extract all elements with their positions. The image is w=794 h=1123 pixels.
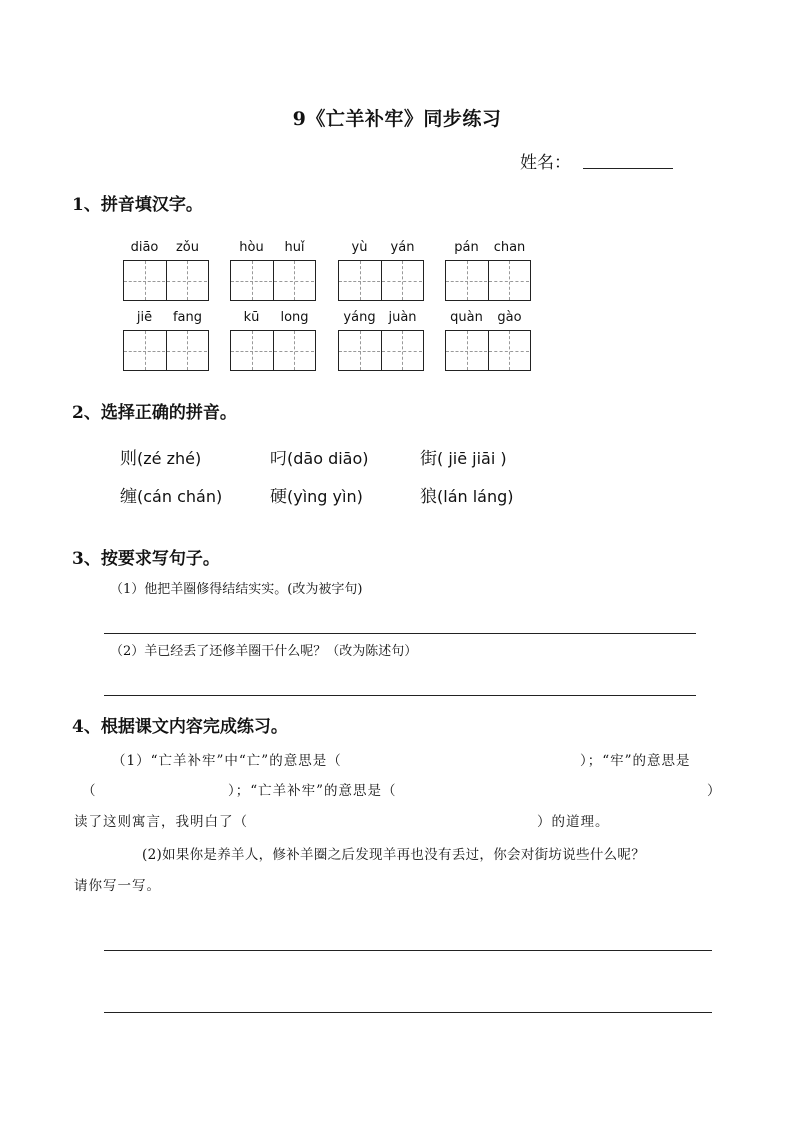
pinyin-label: kū: [243, 310, 260, 325]
answer-line[interactable]: [104, 695, 696, 696]
tianzige-cell[interactable]: [446, 331, 487, 370]
tianzige-box[interactable]: [123, 260, 209, 301]
tianzige-box[interactable]: [230, 330, 316, 371]
fill-text: （: [82, 783, 97, 799]
pinyin-label: juàn: [388, 310, 417, 325]
tianzige-cell[interactable]: [339, 261, 380, 300]
section3-question-2: （2）羊已经丢了还修羊圈干什么呢？（改为陈述句）: [110, 644, 418, 659]
answer-line[interactable]: [104, 1012, 712, 1013]
tianzige-cell[interactable]: [488, 261, 529, 300]
tianzige-cell[interactable]: [273, 261, 314, 300]
choice-item[interactable]: 街( jiē jiāi ): [420, 449, 507, 469]
fill-text: 读了这则寓言，我明白了（: [74, 814, 248, 830]
fill-text: ）；“牢”的意思是: [580, 753, 691, 769]
answer-line[interactable]: [104, 950, 712, 951]
answer-line[interactable]: [104, 633, 696, 634]
section4-question-2-cont: 请你写一写。: [74, 878, 161, 894]
pinyin-label: huǐ: [284, 240, 305, 255]
fill-text: ）的道理。: [537, 814, 610, 830]
section1-heading: 1、拼音填汉字。: [72, 195, 203, 215]
pinyin-label: yù: [351, 240, 368, 255]
choice-item[interactable]: 则(zé zhé): [120, 449, 202, 469]
fill-text: ）；“亡羊补牢”的意思是（: [228, 783, 397, 799]
choice-item[interactable]: 叼(dāo diāo): [270, 449, 369, 469]
pinyin-label: hòu: [239, 240, 264, 255]
tianzige-cell[interactable]: [273, 331, 314, 370]
tianzige-box[interactable]: [338, 330, 424, 371]
tianzige-box[interactable]: [338, 260, 424, 301]
pinyin-label: quàn: [450, 310, 483, 325]
tianzige-box[interactable]: [445, 260, 531, 301]
section3-heading: 3、按要求写句子。: [72, 549, 220, 569]
name-input-line[interactable]: [583, 168, 673, 169]
fill-text: ）: [707, 783, 722, 799]
section3-question-1: （1）他把羊圈修得结结实实。(改为被字句): [110, 582, 363, 597]
name-label: 姓名：: [520, 153, 571, 173]
tianzige-box[interactable]: [445, 330, 531, 371]
choice-item[interactable]: 狼(lán láng): [420, 487, 514, 507]
tianzige-cell[interactable]: [446, 261, 487, 300]
section4-question-2: (2)如果你是养羊人，修补羊圈之后发现羊再也没有丢过，你会对街坊说些什么呢？: [142, 847, 646, 863]
tianzige-cell[interactable]: [339, 331, 380, 370]
pinyin-label: jiē: [136, 310, 153, 325]
pinyin-label: yáng: [343, 310, 376, 325]
tianzige-cell[interactable]: [488, 331, 529, 370]
fill-text: （1）“亡羊补牢”中“亡”的意思是（: [112, 753, 342, 769]
tianzige-cell[interactable]: [166, 331, 207, 370]
pinyin-label: fang: [172, 310, 203, 325]
pinyin-label: pán: [454, 240, 479, 255]
tianzige-cell[interactable]: [166, 261, 207, 300]
tianzige-cell[interactable]: [124, 331, 165, 370]
section2-heading: 2、选择正确的拼音。: [72, 403, 237, 423]
tianzige-box[interactable]: [230, 260, 316, 301]
page-title: 9《亡羊补牢》同步练习: [292, 108, 502, 130]
pinyin-label: yán: [390, 240, 415, 255]
section4-heading: 4、根据课文内容完成练习。: [72, 717, 288, 737]
choice-item[interactable]: 缠(cán chán): [120, 487, 223, 507]
pinyin-label: long: [280, 310, 309, 325]
pinyin-label: chan: [493, 240, 526, 255]
tianzige-box[interactable]: [123, 330, 209, 371]
tianzige-cell[interactable]: [381, 331, 422, 370]
pinyin-label: gào: [497, 310, 522, 325]
pinyin-label: zǒu: [175, 240, 200, 255]
pinyin-label: diāo: [130, 240, 159, 255]
tianzige-cell[interactable]: [231, 331, 272, 370]
tianzige-cell[interactable]: [231, 261, 272, 300]
tianzige-cell[interactable]: [381, 261, 422, 300]
choice-item[interactable]: 硬(yìng yìn): [270, 487, 363, 507]
tianzige-cell[interactable]: [124, 261, 165, 300]
